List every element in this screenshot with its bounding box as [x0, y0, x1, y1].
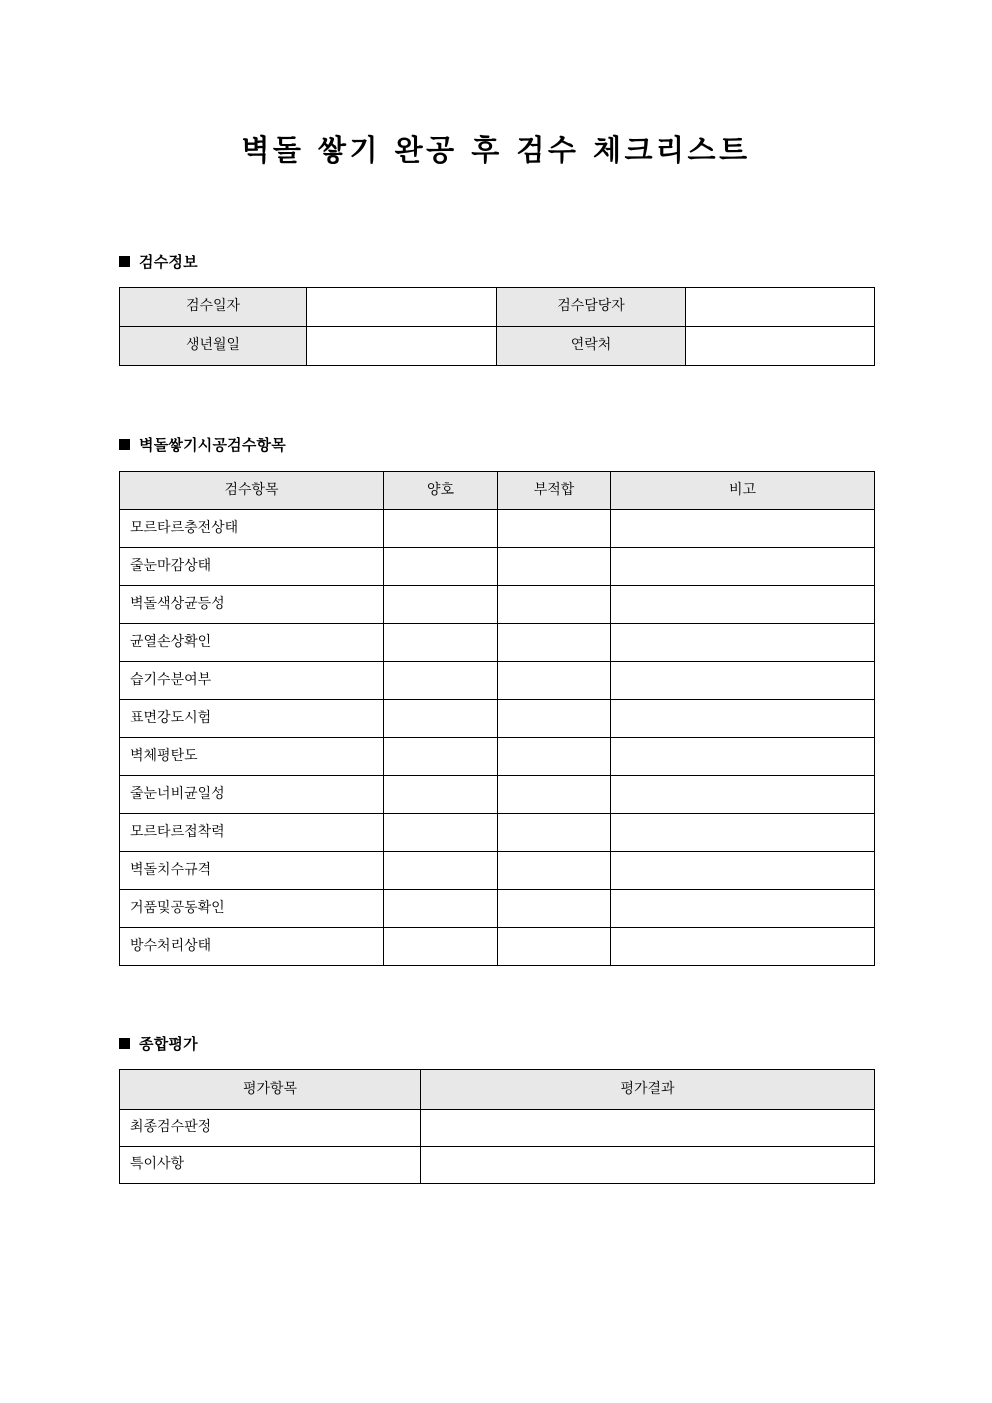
checklist-good-cell[interactable]	[384, 890, 498, 928]
checklist-note-cell[interactable]	[611, 548, 875, 586]
checklist-defect-cell[interactable]	[498, 814, 611, 852]
black-square-bullet-icon	[119, 256, 130, 267]
checklist-good-cell[interactable]	[384, 662, 498, 700]
table-row	[120, 624, 875, 662]
table-row	[120, 852, 875, 890]
checklist-defect-cell[interactable]	[498, 548, 611, 586]
column-header-defect: 부적합	[498, 472, 611, 510]
checklist-item-label: 줄눈마감상태	[120, 548, 384, 586]
checklist-note-cell[interactable]	[611, 776, 875, 814]
checklist-good-cell[interactable]	[384, 510, 498, 548]
info-label-inspector: 검수담당자	[497, 288, 686, 327]
table-row	[120, 738, 875, 776]
page-title: 벽돌 쌓기 완공 후 검수 체크리스트	[241, 133, 751, 167]
checklist-defect-cell[interactable]	[498, 510, 611, 548]
black-square-bullet-icon	[119, 439, 130, 450]
checklist-defect-cell[interactable]	[498, 852, 611, 890]
section-heading-label: 종합평가	[139, 1035, 198, 1053]
checklist-item-label: 균열손상확인	[120, 624, 384, 662]
checklist-good-cell[interactable]	[384, 624, 498, 662]
checklist-defect-cell[interactable]	[498, 738, 611, 776]
column-header-evaluation-item: 평가항목	[120, 1070, 421, 1110]
checklist-item-label: 줄눈너비균일성	[120, 776, 384, 814]
checklist-item-label: 모르타르충전상태	[120, 510, 384, 548]
checklist-note-cell[interactable]	[611, 814, 875, 852]
section-heading-summary	[119, 1033, 198, 1054]
checklist-note-cell[interactable]	[611, 890, 875, 928]
black-square-bullet-icon	[119, 1038, 130, 1049]
checklist-good-cell[interactable]	[384, 586, 498, 624]
checklist-defect-cell[interactable]	[498, 928, 611, 966]
checklist-item-label: 벽돌색상균등성	[120, 586, 384, 624]
section-heading-inspection-info	[119, 251, 198, 272]
checklist-item-label: 모르타르접착력	[120, 814, 384, 852]
section-heading-checklist	[119, 434, 286, 455]
checklist-defect-cell[interactable]	[498, 890, 611, 928]
checklist-note-cell[interactable]	[611, 662, 875, 700]
info-value-inspection-date[interactable]	[307, 288, 497, 327]
info-label-contact: 연락처	[497, 327, 686, 366]
table-row	[120, 548, 875, 586]
column-header-evaluation-result: 평가결과	[421, 1070, 875, 1110]
column-header-note: 비고	[611, 472, 875, 510]
info-label-inspection-date: 검수일자	[120, 288, 307, 327]
summary-evaluation-table	[119, 1069, 875, 1184]
summary-result-cell[interactable]	[421, 1110, 875, 1147]
checklist-note-cell[interactable]	[611, 624, 875, 662]
checklist-good-cell[interactable]	[384, 776, 498, 814]
table-header-row	[120, 1070, 875, 1110]
checklist-defect-cell[interactable]	[498, 662, 611, 700]
checklist-note-cell[interactable]	[611, 852, 875, 890]
checklist-item-label: 벽돌치수규격	[120, 852, 384, 890]
checklist-defect-cell[interactable]	[498, 700, 611, 738]
summary-item-label: 특이사항	[120, 1147, 421, 1184]
table-row	[120, 890, 875, 928]
section-heading-label: 검수정보	[139, 253, 198, 271]
table-row	[120, 700, 875, 738]
summary-item-label: 최종검수판정	[120, 1110, 421, 1147]
checklist-table	[119, 471, 875, 966]
checklist-good-cell[interactable]	[384, 814, 498, 852]
table-header-row	[120, 472, 875, 510]
checklist-good-cell[interactable]	[384, 928, 498, 966]
checklist-note-cell[interactable]	[611, 738, 875, 776]
table-row	[120, 586, 875, 624]
checklist-item-label: 거품및공동확인	[120, 890, 384, 928]
column-header-item: 검수항목	[120, 472, 384, 510]
checklist-good-cell[interactable]	[384, 852, 498, 890]
table-row	[120, 662, 875, 700]
checklist-good-cell[interactable]	[384, 548, 498, 586]
checklist-good-cell[interactable]	[384, 700, 498, 738]
table-row	[120, 510, 875, 548]
column-header-good: 양호	[384, 472, 498, 510]
info-label-birthdate: 생년월일	[120, 327, 307, 366]
summary-result-cell[interactable]	[421, 1147, 875, 1184]
checklist-note-cell[interactable]	[611, 586, 875, 624]
checklist-item-label: 벽체평탄도	[120, 738, 384, 776]
checklist-item-label: 표면강도시험	[120, 700, 384, 738]
checklist-note-cell[interactable]	[611, 510, 875, 548]
checklist-defect-cell[interactable]	[498, 586, 611, 624]
checklist-defect-cell[interactable]	[498, 776, 611, 814]
inspection-info-table	[119, 287, 875, 366]
table-row	[120, 814, 875, 852]
table-row	[120, 1110, 875, 1147]
info-value-inspector[interactable]	[686, 288, 875, 327]
info-value-birthdate[interactable]	[307, 327, 497, 366]
checklist-note-cell[interactable]	[611, 700, 875, 738]
info-value-contact[interactable]	[686, 327, 875, 366]
checklist-note-cell[interactable]	[611, 928, 875, 966]
table-row	[120, 288, 875, 327]
checklist-good-cell[interactable]	[384, 738, 498, 776]
checklist-item-label: 방수처리상태	[120, 928, 384, 966]
table-row	[120, 327, 875, 366]
table-row	[120, 928, 875, 966]
table-row	[120, 776, 875, 814]
checklist-defect-cell[interactable]	[498, 624, 611, 662]
table-row	[120, 1147, 875, 1184]
section-heading-label: 벽돌쌓기시공검수항목	[139, 436, 286, 454]
checklist-item-label: 습기수분여부	[120, 662, 384, 700]
